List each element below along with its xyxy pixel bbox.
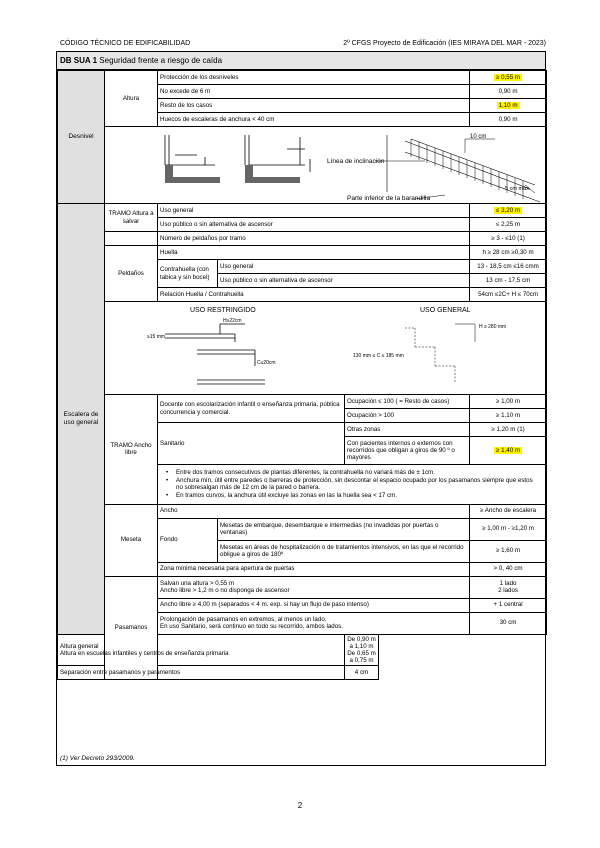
fig-15mm: ≥15 mm [147, 334, 166, 340]
title-text: Seguridad frente a riesgo de caída [99, 56, 223, 65]
ancho-row-value: ≥ 1,20 m (1) [470, 423, 547, 437]
peldanos-label: Peldaños [105, 246, 158, 302]
num-peldanos-label: Número de peldaños por tramo [158, 232, 470, 246]
pasamanos-row-label: Prolongación de pasamanos en extremos, al menos un lado. En uso Sanitario, será continuo en todo su recorrido, ambos lados. [158, 612, 470, 634]
desnivel-figure [105, 127, 547, 204]
desnivel-row-value: 0,90 m [470, 85, 547, 99]
footnote: (1) Ver Decreto 293/2009. [60, 755, 135, 762]
ancho-row-value: ≥ 1,00 m [470, 395, 547, 409]
relacion-value: 54cm ≤2C+ H ≤ 70cm [470, 288, 547, 302]
pasamanos-row-label: Ancho libre ≥ 4,00 m (separados < 4 m. exp. si hay un flujo de paso intenso) [158, 598, 470, 612]
tramo-altura-row-label: Uso general [158, 204, 470, 218]
page-number: 2 [297, 801, 303, 810]
pasamanos-row-value: 30 cm [470, 612, 547, 634]
sanitario-label: Sanitario [158, 423, 345, 465]
fig-label-inclinacion: Línea de inclinación [327, 158, 385, 165]
fondo-row-value: ≥ 1,60 m [470, 540, 547, 562]
pasamanos-row-value: De 0,90 m a 1,10 m De 0,65 m a 0,75 m [345, 634, 379, 666]
pasamanos-row-label: Salvan una altura > 0,55 m Ancho libre > 1,2 m o no disponga de ascensor [158, 576, 470, 598]
fig-label-10cm: 10 cm [470, 134, 487, 140]
requirements-table [56, 51, 546, 766]
fondo-row-label: Mesetas en áreas de hospitalización o de tratamientos intensivos, en las que el recorrido obligue a giros de 180º [218, 540, 470, 562]
relacion-label: Relación Huella / Contrahuella [158, 288, 470, 302]
contrahuella-row-value: 13 cm - 17,5 cm [470, 274, 547, 288]
contrahuella-row-label: Uso general [218, 260, 470, 274]
fig-h-general: H ≥ 280 mm [479, 324, 507, 330]
fondo-label: Fondo [158, 518, 218, 562]
desnivel-row-label: No excede de 6 m [158, 85, 470, 99]
desnivel-row-value: 0,90 m [470, 113, 547, 127]
desnivel-row-value: ≥ 0,55 m [496, 73, 521, 81]
tramo-ancho-label: TRAMO Ancho libre [105, 395, 158, 505]
tramo-altura-row-label: Uso público o sin alternativa de ascensor [158, 218, 470, 232]
escalera-label: Escalera de uso general [58, 204, 105, 635]
contrahuella-row-value: 13 - 18,5 cm ≤16 cmm [470, 260, 547, 274]
tramo-altura-label: TRAMO Altura a salvar [105, 204, 158, 232]
note-item: • Anchura mín. útil entre paredes o barreras de protección, sin descontar el espacio ocupado por los pasamanos siempre que estos no sobresalgan más de 12 cm de la pared o barrera. [176, 477, 540, 491]
ancho-row-value: ≥ 1,40 m [496, 446, 521, 454]
meseta-ancho-label: Ancho [158, 504, 470, 518]
pasamanos-row-label: Altura general Altura en escuelas infantiles y centros de enseñanza primaria [58, 634, 345, 666]
header-left: CÓDIGO TÉCNICO DE EDIFICABILIDAD [60, 40, 191, 47]
ancho-notes [158, 465, 547, 505]
zona-value: > 0, 40 cm [470, 562, 547, 576]
fig-c-restringido: C≤20cm [257, 360, 276, 366]
zona-label: Zona mínima necesaria para apertura de puertas [158, 562, 470, 576]
header-right: 2º CFGS Proyecto de Edificación (IES MIRAYA DEL MAR - 2023) [343, 40, 546, 47]
docente-label: Docente con escolarización infantil o enseñanza primaria, pública concurrencia y comercial. [158, 395, 345, 423]
meseta-ancho-value: ≥ Ancho de escalera [470, 504, 547, 518]
ancho-row-label: Con pacientes internos o externos con recorridos que obligan a giros de 90 º o mayores [345, 437, 470, 465]
num-peldanos-value: ≥ 3 - ≤10 (1) [470, 232, 547, 246]
section-title [57, 52, 545, 70]
fondo-row-value: ≥ 1,00 m - ≥1,20 m [470, 518, 547, 540]
note-item: • Entre dos tramos consecutivos de plantas diferentes, la contrahuella no variará más de ± 1cm. [176, 469, 540, 476]
fig-uso-restringido: USO RESTRINGIDO [190, 307, 256, 314]
pasamanos-row-value: + 1 central [470, 598, 547, 612]
fig-c-general: 130 mm ≤ C ≤ 185 mm [353, 353, 404, 359]
tramo-altura-row-value: ≤ 3,20 m [496, 206, 521, 214]
ancho-row-label: Otras zonas [345, 423, 470, 437]
title-code: DB SUA 1 [60, 56, 98, 65]
tramo-altura-row-value: ≤ 2,25 m [470, 218, 547, 232]
pasamanos-row-value: 1 lado 2 lados [470, 576, 547, 598]
desnivel-label: Desnivel [58, 71, 105, 204]
fig-h-restringido: H≥22cm [223, 318, 242, 324]
peldanos-figure [105, 302, 547, 395]
fig-label-5cm: 5 cm máx. [505, 186, 531, 192]
fondo-row-label: Mesetas de embarque, desembarque e intermedias (no invadidas por puertas o ventanas) [218, 518, 470, 540]
contrahuella-row-label: Uso público o sin alternativa de ascensor [218, 274, 470, 288]
desnivel-row-value: 1,10 m [498, 101, 518, 109]
ancho-row-label: Ocupación > 100 [345, 409, 470, 423]
fig-uso-general: USO GENERAL [420, 307, 471, 314]
pasamanos-row-value: 4 cm [345, 666, 379, 680]
pasamanos-row-label: Separación entre pasamanos y paramentos [58, 666, 345, 680]
huella-value: h ≥ 28 cm ≥0,30 m [470, 246, 547, 260]
fig-label-barandilla: Parte inferior de la barandilla [347, 195, 431, 202]
desnivel-row-label: Resto de los casos [158, 99, 470, 113]
note-item: • En tramos curvos, la anchura útil excluye las zonas en las la huella sea < 17 cm. [176, 492, 540, 499]
contrahuella-label: Contrahuella (con tabica y sin bocel) [158, 260, 218, 288]
pasamanos-label: Pasamanos [105, 576, 158, 680]
desnivel-row-label: Protección de los desniveles [158, 71, 470, 85]
desnivel-row-label: Huecos de escaleras de anchura < 40 cm [158, 113, 470, 127]
ancho-row-value: ≥ 1,10 m [470, 409, 547, 423]
ancho-row-label: Ocupación ≤ 100 ( = Resto de casos) [345, 395, 470, 409]
meseta-label: Meseta [105, 504, 158, 576]
altura-label: Altura [105, 71, 158, 127]
huella-label: Huella [158, 246, 470, 260]
